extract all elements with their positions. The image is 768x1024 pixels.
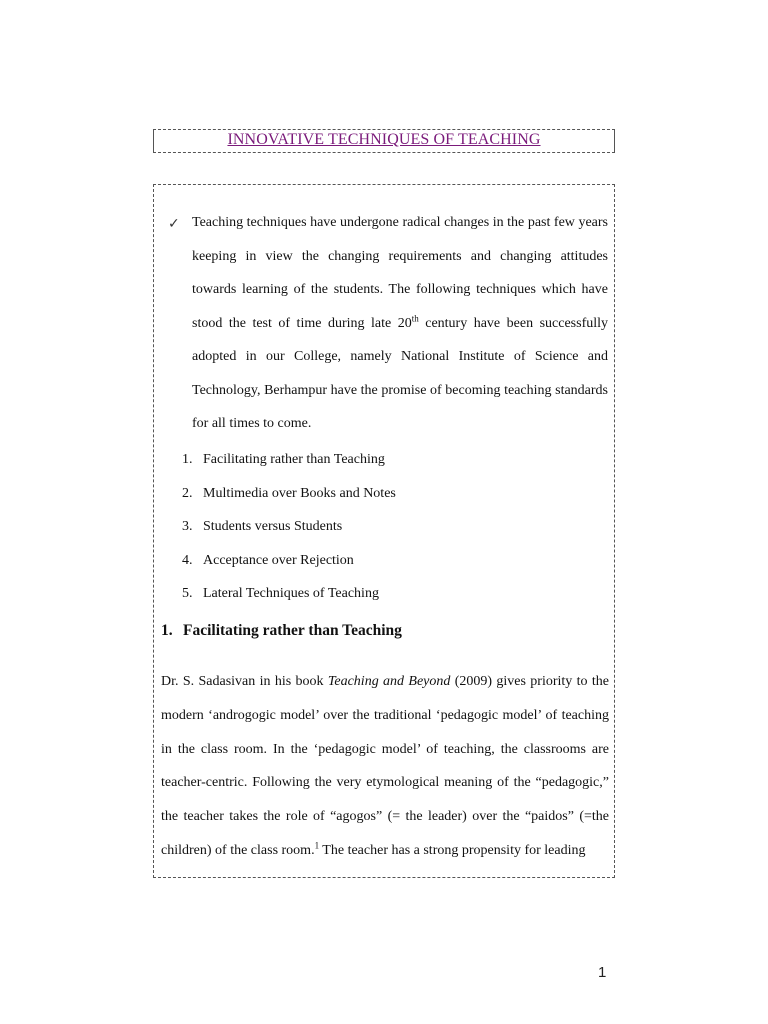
intro-text (192, 206, 608, 441)
intro-text-part1: Teaching techniques have undergone radical changes in the past few years keeping in view the changing requirements and changing attitudes towards learning of the students. The following techniques which have stood the test of time during late 20 (192, 215, 608, 331)
list-item (182, 450, 602, 484)
content-box (153, 184, 615, 878)
paragraph-part2: (2009) gives priority to the modern ‘androgogic model’ over the traditional ‘pedagogic model’ of teaching in the class room. In the ‘pedagogic model’ of teaching, the classrooms are teacher-centric. Following the very etymological meaning of the “pedagogic,” the teacher takes the role of “agogos” (= the leader) over the “paidos” (=the children) of the class room. (161, 674, 609, 858)
list-item-number: 1. (182, 452, 193, 467)
list-item (182, 584, 602, 618)
book-title: Teaching and Beyond (327, 674, 451, 689)
list-item (182, 517, 602, 551)
list-item-number: 2. (182, 485, 193, 501)
section-heading-text: Facilitating rather than Teaching (183, 622, 402, 639)
title-box (153, 129, 615, 153)
list-item-label: Lateral Techniques of Teaching (203, 586, 379, 602)
section-number: 1. (161, 622, 173, 639)
list-item-number: 3. (182, 519, 193, 535)
list-item-number: 4. (182, 552, 193, 568)
techniques-list (182, 450, 602, 618)
section-heading (161, 622, 402, 640)
paragraph-part1: Dr. S. Sadasivan in his book (161, 674, 328, 689)
list-item-number: 5. (182, 586, 193, 602)
list-item (182, 551, 602, 585)
page-title: INNOVATIVE TECHNIQUES OF TEACHING (227, 131, 541, 148)
paragraph-part3: The teacher has a strong propensity for leading (319, 842, 586, 858)
list-item-label: Acceptance over Rejection (203, 552, 354, 568)
check-icon: ✓ (168, 216, 180, 232)
list-item-label: Students versus Students (203, 519, 343, 535)
list-item (182, 484, 602, 518)
list-item-label: Multimedia over Books and Notes (203, 485, 396, 501)
intro-superscript: th (411, 312, 419, 323)
footnote-reference: 1 (314, 840, 320, 851)
intro-text-part2: century have been successfully adopted in our College, namely National Institute of Science and Technology, Berhampur have the promise of becoming teaching standards for all times to come. (192, 315, 609, 431)
section-paragraph (161, 665, 609, 868)
list-item-label: Facilitating rather than Teaching (203, 452, 385, 467)
page-number: 1 (598, 964, 607, 981)
